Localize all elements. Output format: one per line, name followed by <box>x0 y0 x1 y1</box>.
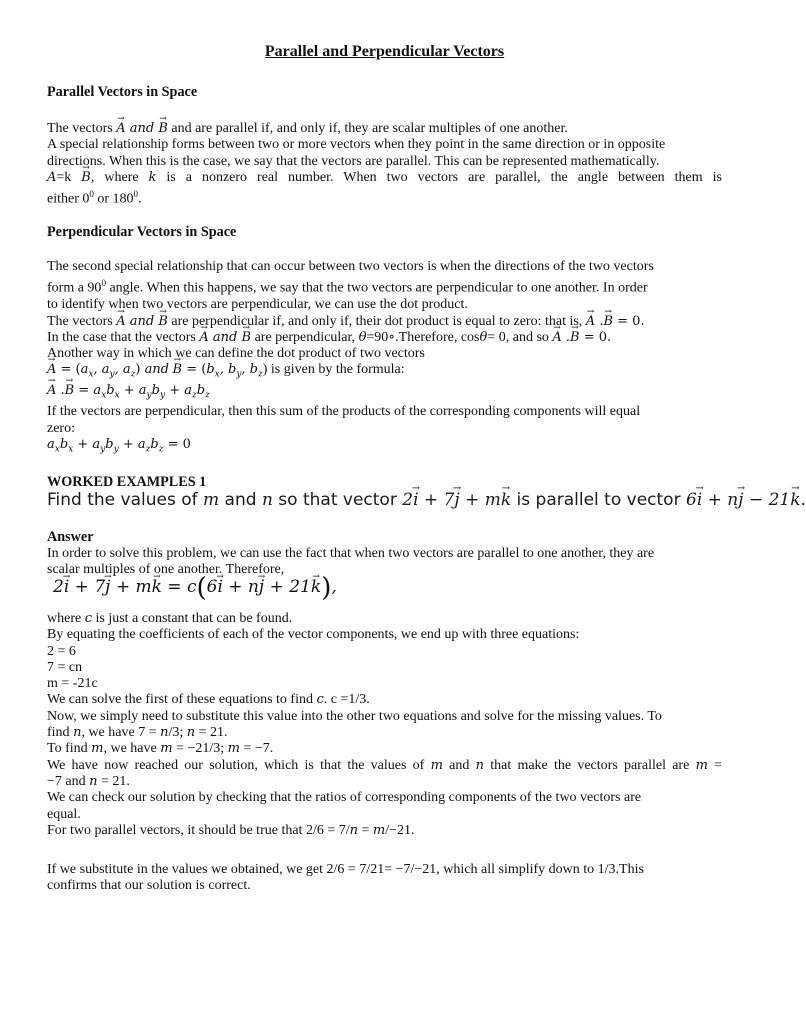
text-line: zero: <box>47 420 75 436</box>
example-question: Find the values of m and n so that vector 2→ i + 7→ j + m→ k is parallel to vector 6→ i + n→ j − 21→ k. <box>47 492 722 508</box>
text-line: A special relationship forms between two or more vectors when they point in the same direction or in opposite <box>47 137 666 153</box>
formula-line: → A .→ $B = a_xb_x + a_yb_y + a_zb_z$ <box>47 383 722 404</box>
page-title: Parallel and Perpendicular Vectors <box>264 43 505 60</box>
section-heading-perpendicular: Perpendicular Vectors in Space <box>47 224 237 240</box>
text-line: We have now reached our solution, which is that the values of m and n that make the vectors parallel are m = <box>47 757 723 773</box>
text-line: For two parallel vectors, it should be true that 2/6 = 7/n = m/−21. <box>47 822 415 838</box>
text-line: The vectors → A and → B and are parallel if, and only if, they are scalar multiples of one another. <box>47 121 722 137</box>
answer-paragraph-steps <box>47 611 722 839</box>
text-line: Now, we simply need to substitute this value into the other two equations and solve for the missing values. To <box>47 708 662 724</box>
answer-paragraph-conclusion <box>47 862 722 895</box>
equation-line: 7 = cn <box>47 659 83 675</box>
text-line: If we substitute in the values we obtained, we get 2/6 = 7/21= −7/−21, which all simplify down to 1/3.This <box>47 862 644 877</box>
text-line: confirms that our solution is correct. <box>47 878 251 894</box>
text-line: A=k → B, where k is a nonzero real number. When two vectors are parallel, the angle between them is <box>47 170 722 186</box>
parallel-paragraph <box>47 121 722 208</box>
text-line: The second special relationship that can occur between two vectors is when the directions of the two vectors <box>47 259 654 274</box>
text-line: To find m, we have m = −21/3; m = −7. <box>47 741 274 757</box>
text-line: directions. When this is the case, we say that the vectors are parallel. This can be represented mathematically. <box>47 153 660 169</box>
formula-line: $a_xb_x + a_yb_y + a_zb_z = 0$ <box>47 436 191 455</box>
text-line: scalar multiples of one another. Therefore, <box>47 562 285 578</box>
formula-line: → $A = (a_x$, $a_y$, $a_z$) and → $B = (b_x$, $b_y$, $b_z$) is given by the formula: <box>47 362 722 383</box>
text-line: equal. <box>47 806 81 822</box>
text-line: By equating the coefficients of each of the vector components, we end up with three equations: <box>47 627 580 643</box>
text-line: We can check our solution by checking that the ratios of corresponding components of the two vectors are <box>47 790 642 806</box>
text-line: In order to solve this problem, we can use the fact that when two vectors are parallel to one another, they are <box>47 546 655 561</box>
text-line: −7 and n = 21. <box>47 773 130 789</box>
text-line: The vectors → A and → B are perpendicular if, and only if, their dot product is equal to zero: that is, → A .→ B = 0. <box>47 314 722 330</box>
text-line: We can solve the first of these equations to find c. c =1/3. <box>47 692 370 708</box>
answer-heading: Answer <box>47 529 94 545</box>
perpendicular-paragraph <box>47 259 722 458</box>
text-line: either $0^0$ or $180^0$. <box>47 189 142 207</box>
text-line: to identify when two vectors are perpendicular, we can use the dot product. <box>47 297 468 313</box>
document-page <box>47 0 806 1024</box>
answer-paragraph-intro <box>47 546 722 579</box>
text-line: where c is just a constant that can be found. <box>47 611 293 626</box>
text-line: find n, we have 7 = n/3; n = 21. <box>47 725 228 741</box>
parallel-equation: 2→ i + 7→ j + m→ k = c(6→ i + n→ j + 21→ k), <box>53 579 728 597</box>
section-heading-parallel: Parallel Vectors in Space <box>47 84 198 100</box>
equation-line: m = -21c <box>47 676 98 692</box>
text-line: form a $90^0$ angle. When this happens, we say that the two vectors are perpendicular to one another. In order <box>47 278 648 296</box>
worked-examples-heading: WORKED EXAMPLES 1 <box>47 474 207 490</box>
text-line: If the vectors are perpendicular, then this sum of the products of the corresponding components will equal <box>47 404 641 420</box>
equation-line: 2 = 6 <box>47 643 76 659</box>
text-line: In the case that the vectors → A and → B are perpendicular, θ=90∘.Therefore, cosθ= 0, and so → A .→ B = 0. <box>47 330 722 346</box>
text-line: Another way in which we can define the dot product of two vectors <box>47 346 425 362</box>
